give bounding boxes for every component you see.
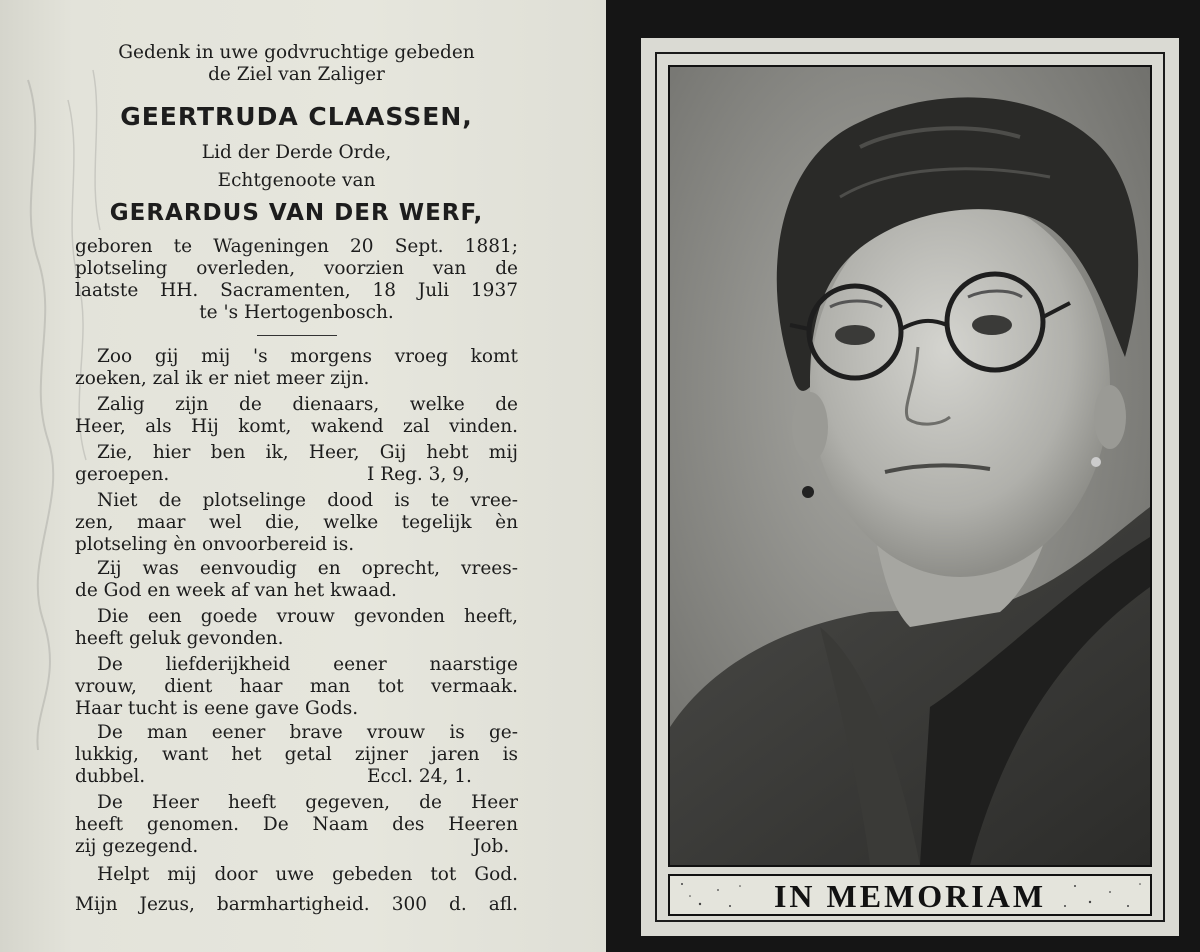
- verse-3-text: geroepen.: [75, 464, 170, 485]
- verse-7-line-1: De liefderijkheid eener naarstige: [97, 654, 518, 675]
- verse-8-line-2: lukkig, want het getal zijner jaren is: [75, 744, 518, 765]
- prayer-line: Helpt mij door uwe gebeden tot God.: [97, 864, 518, 885]
- photo-frame: [655, 52, 1165, 922]
- verse-7-line-3: Haar tucht is eene gave Gods.: [75, 698, 359, 719]
- deceased-name: GEERTRUDA CLAASSEN,: [120, 102, 473, 131]
- verse-2-line-2: Heer, als Hij komt, wakend zal vinden.: [75, 416, 518, 437]
- bio-line-2: plotseling overleden, voorzien van de: [75, 258, 518, 279]
- verse-3-line-1: Zie, hier ben ik, Heer, Gij hebt mij: [97, 442, 518, 463]
- spouse-label: Echtgenoote van: [217, 170, 376, 191]
- verse-8-text: dubbel.: [75, 766, 146, 787]
- bio-line-3: laatste HH. Sacramenten, 18 Juli 1937: [75, 280, 518, 301]
- verse-6-line-1: Die een goede vrouw gevonden heeft,: [97, 606, 518, 627]
- intro-line-1: Gedenk in uwe godvruchtige gebeden: [118, 42, 475, 63]
- verse-5-line-2: de God en week af van het kwaad.: [75, 580, 397, 601]
- verse-8-line-1: De man eener brave vrouw is ge-: [97, 722, 518, 743]
- divider: [257, 335, 337, 336]
- verse-9-line-3: [75, 836, 518, 858]
- verse-4-line-2: zen, maar wel die, welke tegelijk èn: [75, 512, 518, 533]
- in-memoriam-banner: [668, 874, 1152, 916]
- verse-4-line-3: plotseling èn onvoorbereid is.: [75, 534, 355, 555]
- portrait-photo: [668, 65, 1152, 867]
- verse-9-text: zij gezegend.: [75, 836, 199, 857]
- verse-4-line-1: Niet de plotselinge dood is te vree-: [97, 490, 518, 511]
- verse-9-reference: Job.: [473, 836, 510, 857]
- verse-3-reference: I Reg. 3, 9,: [367, 464, 470, 485]
- photo-card: [641, 38, 1179, 936]
- verse-1-line-2: zoeken, zal ik er niet meer zijn.: [75, 368, 370, 389]
- verse-9-line-2: heeft genomen. De Naam des Heeren: [75, 814, 518, 835]
- intro-line-2: de Ziel van Zaliger: [208, 64, 385, 85]
- verse-2-line-1: Zalig zijn de dienaars, welke de: [97, 394, 518, 415]
- verse-3-line-2: [75, 464, 518, 486]
- verse-5-line-1: Zij was eenvoudig en oprecht, vrees-: [97, 558, 518, 579]
- verse-9-line-1: De Heer heeft gegeven, de Heer: [97, 792, 518, 813]
- bio-line-1: geboren te Wageningen 20 Sept. 1881;: [75, 236, 518, 257]
- portrait-illustration: [670, 67, 1150, 865]
- indulgence-line: Mijn Jezus, barmhartigheid. 300 d. afl.: [75, 894, 518, 915]
- photo-card-panel: [606, 0, 1200, 952]
- verse-7-line-2: vrouw, dient haar man tot vermaak.: [75, 676, 518, 697]
- bio-line-4: te 's Hertogenbosch.: [199, 302, 394, 323]
- verse-6-line-2: heeft geluk gevonden.: [75, 628, 284, 649]
- order-line: Lid der Derde Orde,: [201, 142, 392, 163]
- verse-1-line-1: Zoo gij mij 's morgens vroeg komt: [97, 346, 518, 367]
- banner-text: IN MEMORIAM: [773, 878, 1047, 914]
- verse-8-reference: Eccl. 24, 1.: [367, 766, 472, 787]
- spouse-name: GERARDUS VAN DER WERF,: [109, 200, 484, 226]
- verse-8-line-3: [75, 766, 518, 788]
